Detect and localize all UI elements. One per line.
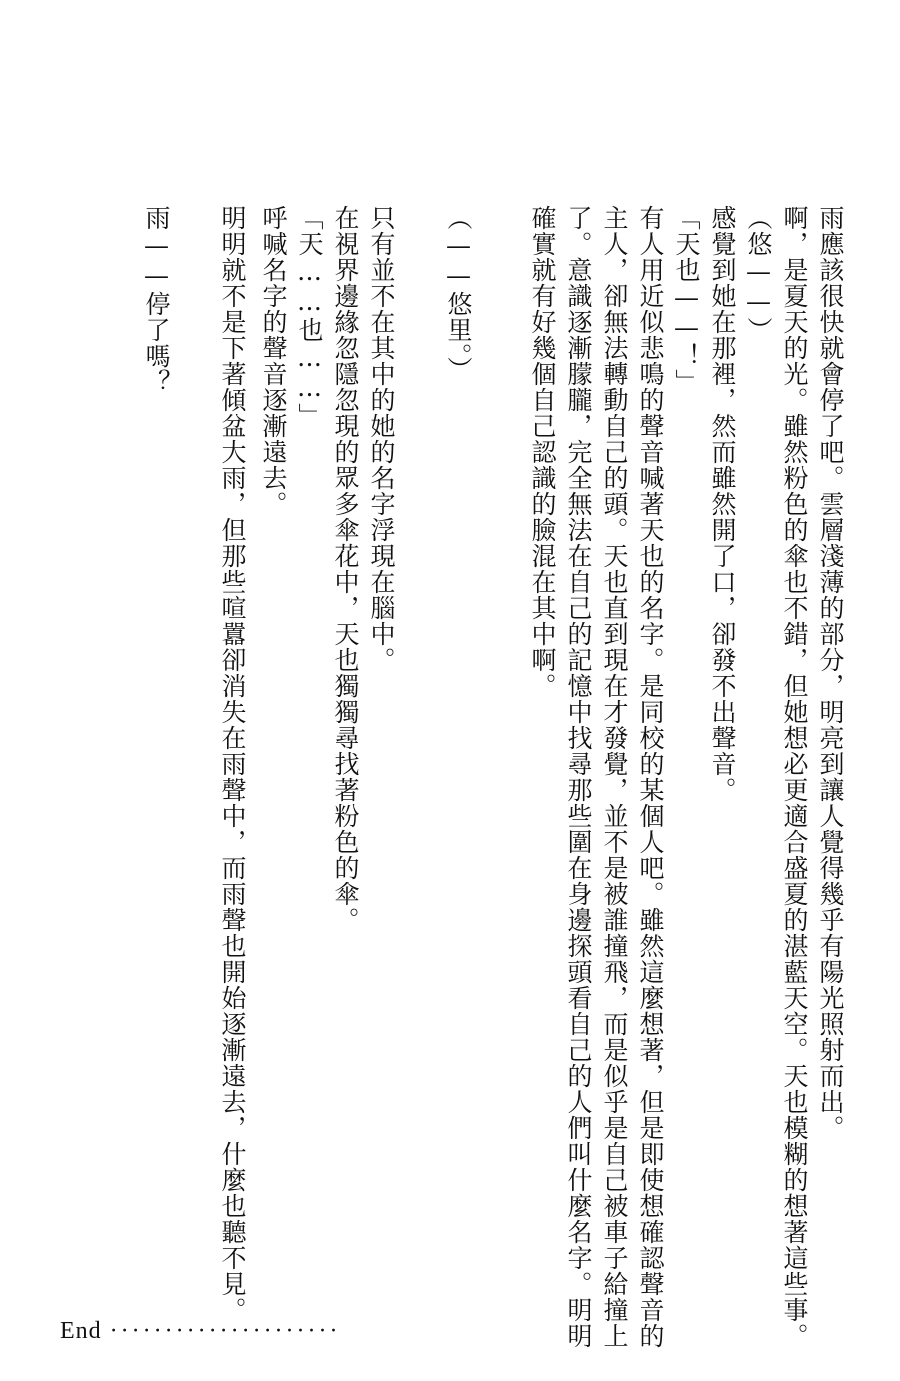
text-column-5: 「天也——！」	[672, 205, 701, 395]
text-column-14: 在視界邊緣忽隱忽現的眾多傘花中，天也獨獨尋找著粉色的傘。	[331, 205, 360, 933]
text-column-7: 主人，卻無法轉動自己的頭。天也直到現在才發覺，並不是被誰撞飛，而是似乎是自己被車子給撞上	[600, 205, 629, 1349]
text-column-19: 雨——停了嗎？	[142, 205, 171, 395]
text-column-13: 只有並不在其中的她的名字浮現在腦中。	[367, 205, 396, 673]
text-column-3: （悠——）	[744, 205, 773, 343]
text-column-4: 感覺到她在那裡，然而雖然開了口，卻發不出聲音。	[708, 205, 737, 803]
text-column-8: 了。意識逐漸朦朧，完全無法在自己的記憶中找尋那些圍在身邊探頭看自己的人們叫什麼名字。明明	[564, 205, 593, 1349]
text-column-15: 「天……也……」	[295, 205, 324, 429]
text-column-17: 明明就不是下著傾盆大雨，但那些喧囂卻消失在雨聲中，而雨聲也開始逐漸遠去，什麼也聽不見。	[218, 205, 247, 1323]
text-column-9: 確實就有好幾個自己認識的臉混在其中啊。	[528, 205, 557, 699]
text-column-16: 呼喊名字的聲音逐漸遠去。	[259, 205, 288, 517]
end-label: End	[60, 1318, 102, 1344]
text-column-1: 雨應該很快就會停了吧。雲層淺薄的部分，明亮到讓人覺得幾乎有陽光照射而出。	[816, 205, 845, 1141]
text-column-11: （——悠里。）	[444, 205, 473, 383]
text-column-2: 啊，是夏天的光。雖然粉色的傘也不錯，但她想必更適合盛夏的湛藍天空。天也模糊的想著這些事。	[780, 205, 809, 1349]
end-dots: ·····················	[109, 1318, 341, 1344]
end-marker	[60, 1318, 341, 1345]
text-column-6: 有人用近似悲鳴的聲音喊著天也的名字。是同校的某個人吧。雖然這麼想著，但是即使想確認聲音的	[636, 205, 665, 1349]
